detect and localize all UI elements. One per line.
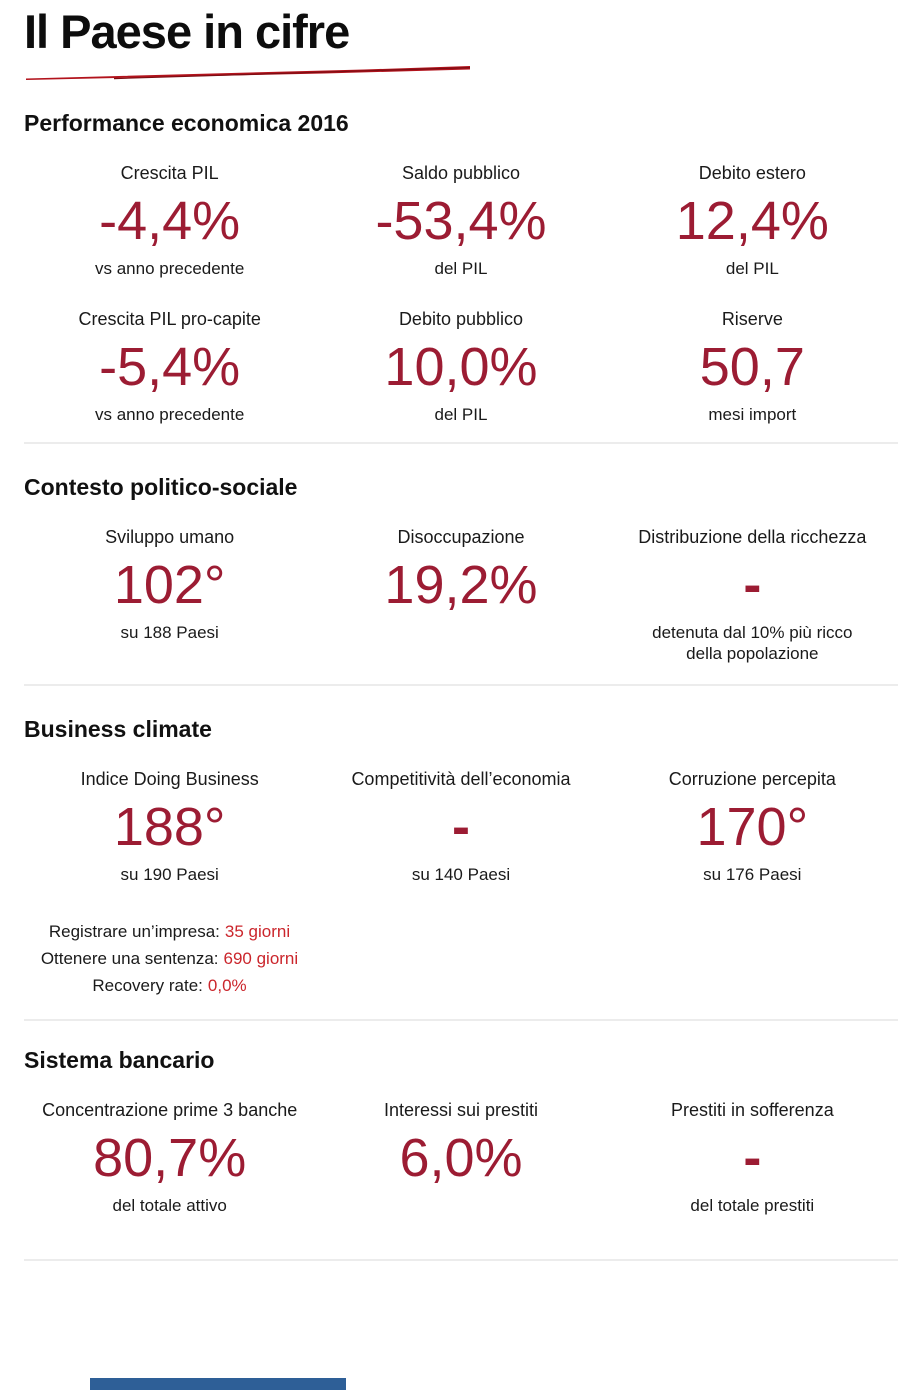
- stat-label: Concentrazione prime 3 banche: [42, 1099, 298, 1120]
- stat-caption: su 176 Paesi: [703, 864, 802, 884]
- contesto-stats-grid: [24, 514, 898, 684]
- section-heading-business: Business climate: [24, 715, 212, 742]
- business-notes: [24, 918, 315, 999]
- stat-caption: su 190 Paesi: [120, 864, 219, 884]
- stat-crescita-pil-pro-capite: [24, 296, 315, 442]
- stat-caption: vs anno precedente: [94, 404, 245, 424]
- stat-disoccupazione: [315, 514, 606, 684]
- stat-caption: del totale attivo: [112, 1195, 227, 1215]
- stat-caption: mesi import: [708, 404, 797, 424]
- stat-label: Riserve: [721, 308, 783, 329]
- stat-caption: vs anno precedente: [94, 258, 245, 278]
- stat-value: -: [743, 554, 762, 615]
- stat-value: 50,7: [699, 336, 805, 397]
- stat-label: Corruzione percepita: [668, 768, 836, 789]
- stat-debito-estero: [607, 150, 898, 296]
- stat-caption: del PIL: [725, 258, 779, 278]
- stat-label: Debito estero: [698, 162, 806, 183]
- note-ottenere-sentenza: [24, 945, 315, 972]
- stat-label: Sviluppo umano: [105, 526, 235, 547]
- stat-debito-pubblico: [315, 296, 606, 442]
- page-content: [0, 6, 922, 1261]
- stat-crescita-pil: [24, 150, 315, 296]
- title-underline-stroke: [24, 62, 472, 84]
- stat-distribuzione-ricchezza: [607, 514, 898, 684]
- stat-value: 102°: [113, 554, 226, 615]
- stat-sviluppo-umano: [24, 514, 315, 684]
- stat-caption: del PIL: [434, 258, 488, 278]
- section-heading-contesto: Contesto politico-sociale: [24, 473, 298, 500]
- stat-label: Prestiti in sofferenza: [670, 1099, 834, 1120]
- note-value: 35 giorni: [224, 921, 291, 941]
- stat-concentrazione-banche: [24, 1087, 315, 1237]
- stat-caption: su 188 Paesi: [120, 622, 219, 642]
- note-registrare-impresa: [24, 918, 315, 945]
- stat-label: Crescita PIL: [120, 162, 219, 183]
- note-label: Registrare un’impresa:: [48, 921, 220, 941]
- stat-value: -4,4%: [99, 190, 241, 251]
- footer-blue-bar: [90, 1378, 346, 1390]
- stat-corruzione-percepita: [607, 756, 898, 902]
- stat-label: Debito pubblico: [398, 308, 524, 329]
- section-divider: [24, 1019, 898, 1021]
- business-stats-grid: [24, 756, 898, 902]
- stat-value: 188°: [113, 796, 226, 857]
- stat-label: Disoccupazione: [397, 526, 525, 547]
- stat-value: 19,2%: [384, 554, 538, 615]
- stat-caption: del totale prestiti: [690, 1195, 815, 1215]
- stat-value: 12,4%: [675, 190, 829, 251]
- stat-label: Competitività dell’economia: [351, 768, 571, 789]
- stat-indice-doing-business: [24, 756, 315, 902]
- note-label: Ottenere una sentenza:: [40, 948, 219, 968]
- section-heading-performance: Performance economica 2016: [24, 109, 349, 136]
- stat-caption: detenuta dal 10% più ricco della popolazione: [652, 622, 853, 663]
- stat-competitivita-economia: [315, 756, 606, 902]
- stat-value: 80,7%: [93, 1127, 247, 1188]
- stat-label: Distribuzione della ricchezza: [638, 526, 867, 547]
- page-title: Il Paese in cifre: [24, 5, 350, 58]
- stat-prestiti-sofferenza: [607, 1087, 898, 1237]
- stat-value: 10,0%: [384, 336, 538, 397]
- stat-value: 6,0%: [399, 1127, 523, 1188]
- stat-interessi-prestiti: [315, 1087, 606, 1237]
- stat-label: Saldo pubblico: [401, 162, 521, 183]
- stat-value: -5,4%: [99, 336, 241, 397]
- section-divider: [24, 1259, 898, 1261]
- bancario-stats-grid: [24, 1087, 898, 1237]
- performance-stats-grid: [24, 150, 898, 442]
- section-divider: [24, 442, 898, 444]
- note-value: 0,0%: [207, 975, 247, 995]
- section-divider: [24, 684, 898, 686]
- note-value: 690 giorni: [223, 948, 299, 968]
- stat-label: Interessi sui prestiti: [383, 1099, 539, 1120]
- stat-value: -: [452, 796, 470, 857]
- stat-saldo-pubblico: [315, 150, 606, 296]
- note-label: Recovery rate:: [92, 975, 203, 995]
- stat-label: Indice Doing Business: [80, 768, 259, 789]
- stat-caption: del PIL: [434, 404, 488, 424]
- stat-value: -: [743, 1127, 762, 1188]
- note-recovery-rate: [24, 972, 315, 999]
- stat-value: -53,4%: [375, 190, 547, 251]
- stat-caption: su 140 Paesi: [411, 864, 511, 884]
- section-heading-bancario: Sistema bancario: [24, 1046, 215, 1073]
- stat-label: Crescita PIL pro-capite: [78, 308, 261, 329]
- stat-value: 170°: [696, 796, 809, 857]
- stat-riserve: [607, 296, 898, 442]
